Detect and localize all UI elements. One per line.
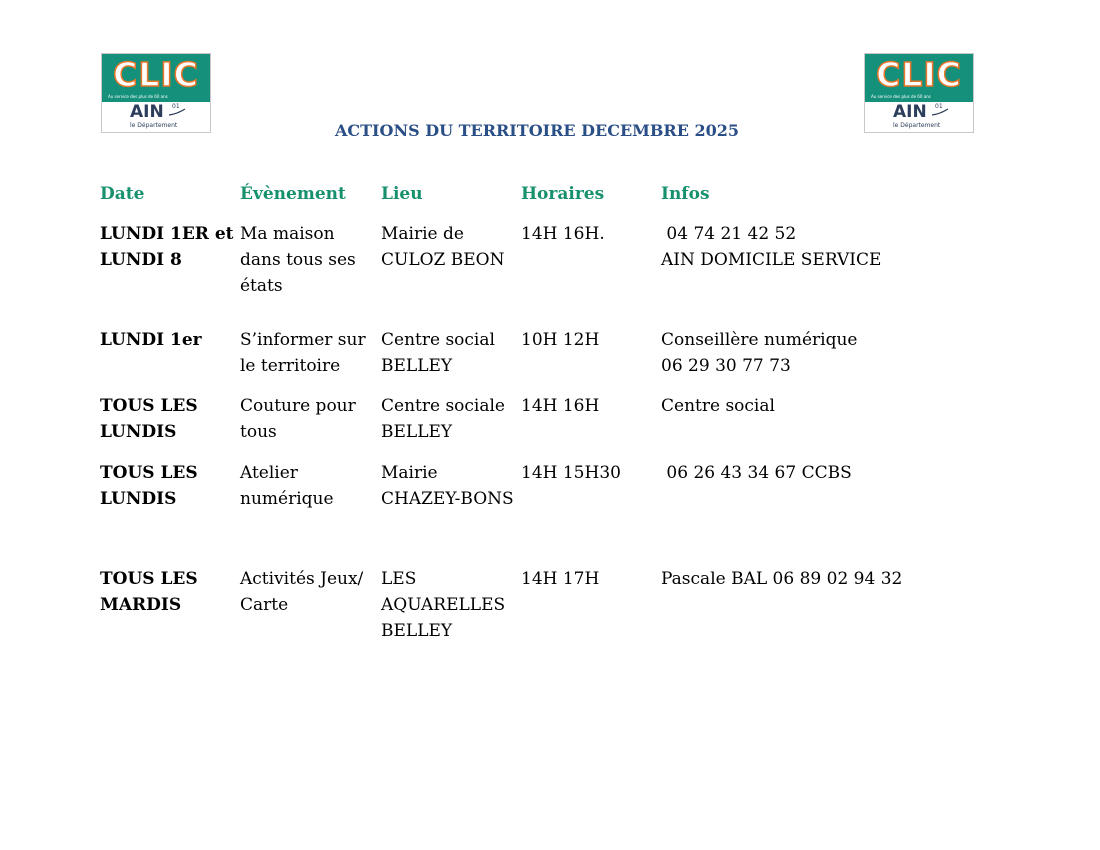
cell-line: Atelier (240, 463, 298, 483)
cell-line: LUNDIS (100, 422, 177, 442)
cell-line: LUNDI 8 (100, 250, 182, 270)
cell-info (661, 221, 961, 273)
cell-info (661, 393, 961, 419)
logo-sup: 01 (935, 103, 943, 110)
cell-place (381, 327, 516, 379)
cell-line: Couture pour (240, 396, 356, 416)
cell-line: numérique (240, 489, 334, 509)
cell-event (240, 221, 375, 299)
cell-line: LUNDI 1ER et (100, 224, 234, 244)
cell-line: Pascale BAL 06 89 02 94 32 (661, 569, 903, 589)
cell-line: TOUS LES (100, 569, 198, 589)
cell-line: tous (240, 422, 277, 442)
cell-line: Carte (240, 595, 289, 615)
cell-event (240, 566, 375, 618)
page-title: ACTIONS DU TERRITOIRE DECEMBRE 2025 (334, 121, 740, 140)
cell-line: AIN DOMICILE SERVICE (661, 250, 882, 270)
column-header-place: Lieu (381, 184, 423, 204)
cell-line: LES (381, 569, 417, 589)
cell-line: Activités Jeux/ (240, 569, 364, 589)
cell-line: Centre social (661, 396, 775, 416)
cell-line: TOUS LES (100, 463, 198, 483)
column-header-hours: Horaires (521, 184, 605, 204)
cell-hours (521, 221, 656, 247)
logo-dept: le Département (130, 122, 178, 129)
cell-hours (521, 460, 656, 486)
cell-line: MARDIS (100, 595, 182, 615)
cell-date (100, 566, 235, 618)
cell-line: AQUARELLES (381, 595, 506, 615)
logo-tagline: Au service des plus de 60 ans (108, 94, 168, 99)
cell-line: 04 74 21 42 52 (661, 224, 797, 244)
cell-line: 06 26 43 34 67 CCBS (661, 463, 852, 483)
cell-line: LUNDIS (100, 489, 177, 509)
cell-line: 06 29 30 77 73 (661, 356, 791, 376)
cell-line: le territoire (240, 356, 341, 376)
cell-line: CULOZ BEON (381, 250, 505, 270)
logo-banner (102, 54, 210, 102)
cell-line: dans tous ses (240, 250, 356, 270)
cell-hours (521, 566, 656, 592)
cell-line: LUNDI 1er (100, 330, 202, 350)
logo-dept: le Département (893, 122, 941, 129)
logo-word: CLIC (876, 55, 962, 94)
swoosh-icon (168, 108, 186, 116)
cell-line: Mairie (381, 463, 438, 483)
cell-line: Ma maison (240, 224, 335, 244)
cell-line: CHAZEY-BONS (381, 489, 514, 509)
cell-hours (521, 327, 656, 353)
logo-ain: AIN (893, 102, 927, 122)
cell-line: S’informer sur (240, 330, 366, 350)
cell-info (661, 566, 961, 592)
cell-line: 14H 16H. (521, 224, 605, 244)
cell-event (240, 460, 375, 512)
cell-date (100, 460, 235, 512)
logo-word: CLIC (113, 55, 199, 94)
cell-line: Centre social (381, 330, 495, 350)
swoosh-icon (931, 108, 949, 116)
column-header-date: Date (100, 184, 145, 204)
cell-info (661, 327, 961, 379)
cell-info (661, 460, 961, 486)
logo-banner (865, 54, 973, 102)
logo-tagline: Au service des plus de 60 ans (871, 94, 931, 99)
column-header-event: Évènement (240, 184, 346, 204)
cell-date (100, 393, 235, 445)
cell-line: 14H 15H30 (521, 463, 621, 483)
cell-place (381, 460, 516, 512)
cell-place (381, 221, 516, 273)
cell-line: BELLEY (381, 621, 453, 641)
cell-place (381, 566, 516, 644)
cell-event (240, 393, 375, 445)
cell-line: TOUS LES (100, 396, 198, 416)
cell-hours (521, 393, 656, 419)
cell-line: 14H 16H (521, 396, 600, 416)
cell-line: Mairie de (381, 224, 464, 244)
cell-line: 14H 17H (521, 569, 600, 589)
cell-date (100, 221, 235, 273)
cell-line: états (240, 276, 283, 296)
column-header-info: Infos (661, 184, 710, 204)
cell-place (381, 393, 516, 445)
cell-line: BELLEY (381, 356, 453, 376)
cell-line: Conseillère numérique (661, 330, 858, 350)
cell-date (100, 327, 235, 353)
cell-line: BELLEY (381, 422, 453, 442)
cell-line: Centre sociale (381, 396, 505, 416)
cell-event (240, 327, 375, 379)
logo-sup: 01 (172, 103, 180, 110)
logo-ain: AIN (130, 102, 164, 122)
cell-line: 10H 12H (521, 330, 600, 350)
